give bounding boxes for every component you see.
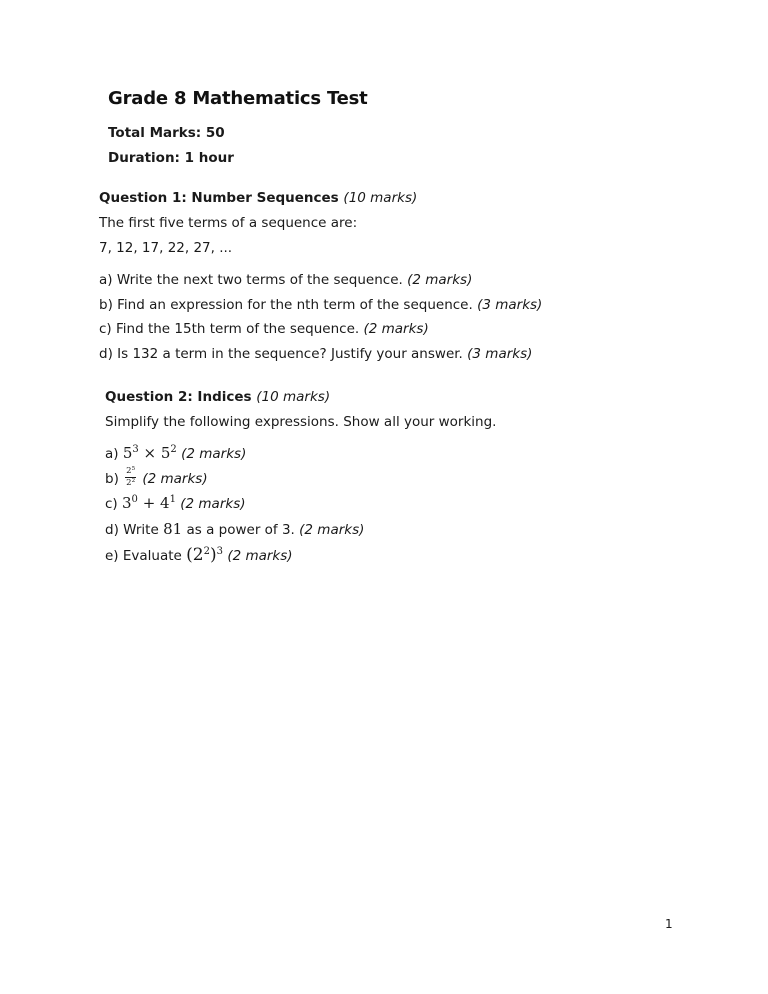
part-marks: (2 marks) (363, 321, 429, 337)
part-marks: (2 marks) (142, 471, 208, 487)
part-label: c) (99, 321, 112, 337)
question-2-intro: Simplify the following expressions. Show all your working. (105, 414, 497, 430)
part-marks: (2 marks) (407, 272, 473, 288)
part-label: b) (105, 471, 119, 487)
question-1-intro: The first five terms of a sequence are: (99, 215, 358, 231)
part-marks: (2 marks) (180, 496, 246, 512)
question-2-marks: (10 marks) (256, 389, 331, 405)
part-text: Find the 15th term of the sequence. (116, 321, 360, 337)
duration: Duration: 1 hour (108, 150, 234, 166)
part-text: Write (123, 522, 159, 538)
question-2-part-e (105, 545, 293, 565)
question-1-part-d (99, 346, 532, 362)
question-1-part-a (99, 272, 472, 288)
part-marks: (2 marks) (227, 548, 293, 564)
part-label: a) (99, 272, 113, 288)
math-value: 81 (163, 520, 183, 538)
question-1-heading (99, 190, 417, 206)
math-expression: $(2^2)^3$ (186, 545, 224, 565)
part-label: d) (105, 522, 119, 538)
part-text: Is 132 a term in the sequence? Justify your answer. (117, 346, 463, 362)
part-text: as a power of 3. (186, 522, 295, 538)
math-expression: $5^3 \times 5^2$ (122, 444, 177, 462)
question-1-part-c (99, 321, 429, 337)
question-2-heading (105, 389, 330, 405)
question-1-marks: (10 marks) (343, 190, 418, 206)
part-marks: (3 marks) (467, 346, 533, 362)
part-marks: (3 marks) (477, 297, 543, 313)
question-2-part-b (105, 466, 208, 489)
question-2-part-c (105, 494, 246, 512)
question-1-part-b (99, 297, 542, 313)
question-1-title: Question 1: Number Sequences (99, 190, 339, 206)
part-text: Evaluate (122, 548, 182, 564)
question-2-part-a (105, 444, 246, 462)
question-2-title: Question 2: Indices (105, 389, 252, 405)
part-marks: (2 marks) (181, 446, 247, 462)
part-label: c) (105, 496, 118, 512)
part-label: b) (99, 297, 113, 313)
math-expression: $3^0 + 4^1$ (122, 494, 176, 512)
part-marks: (2 marks) (299, 522, 365, 538)
fraction-expression: $\frac{2^5}{2^2}$ (126, 466, 136, 488)
part-label: e) (105, 548, 119, 564)
page-number: 1 (665, 917, 673, 931)
part-label: d) (99, 346, 113, 362)
test-title: Grade 8 Mathematics Test (108, 88, 368, 109)
part-label: a) (105, 446, 119, 462)
question-2-part-d (105, 520, 364, 538)
part-text: Write the next two terms of the sequence. (116, 272, 403, 288)
sequence-terms: 7, 12, 17, 22, 27, ... (99, 240, 233, 256)
part-text: Find an expression for the nth term of the sequence. (117, 297, 473, 313)
total-marks: Total Marks: 50 (108, 125, 225, 141)
